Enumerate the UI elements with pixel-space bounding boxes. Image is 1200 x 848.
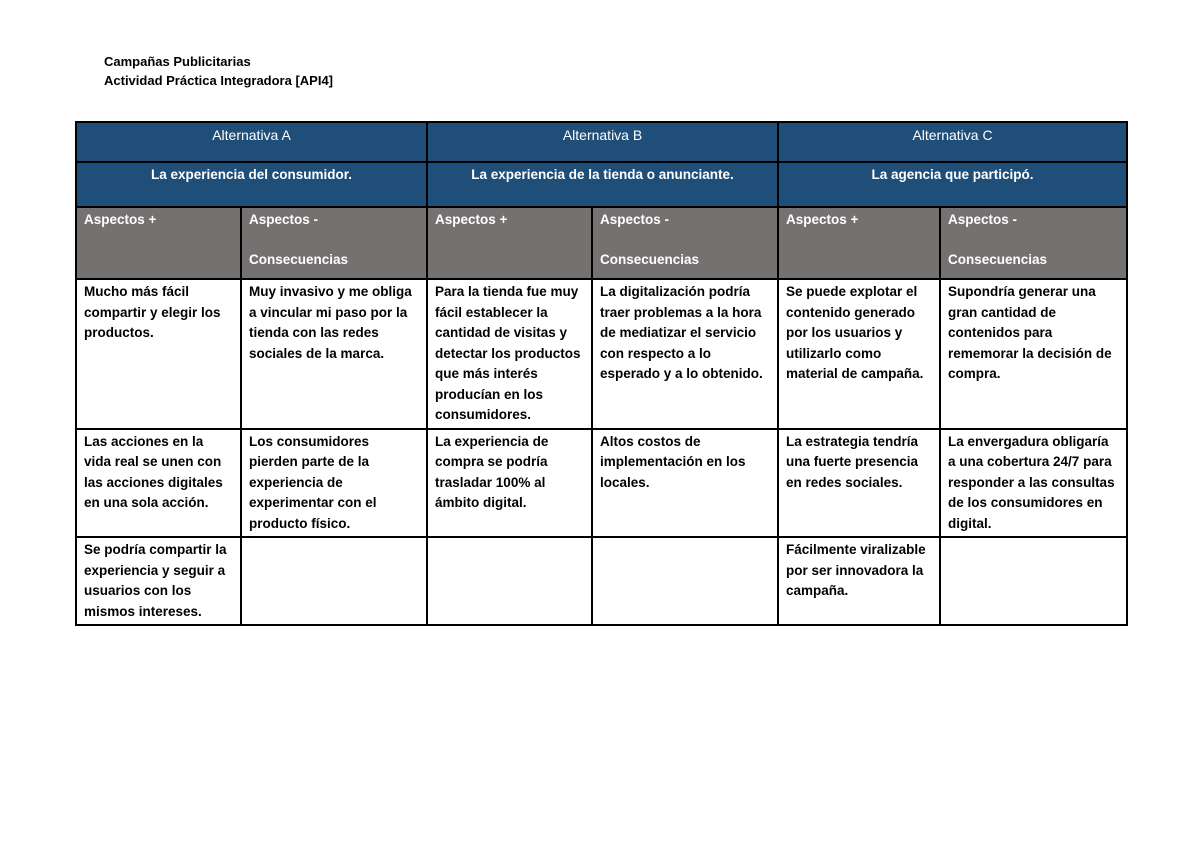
table-cell: Altos costos de implementación en los locales.	[592, 429, 778, 538]
alternative-a-header: Alternativa A	[76, 122, 427, 162]
table-row	[76, 429, 1127, 538]
alternative-a-description: La experiencia del consumidor.	[76, 162, 427, 207]
table-cell: Muy invasivo y me obliga a vincular mi paso por la tienda con las redes sociales de la marca.	[241, 279, 427, 429]
descriptions-row	[76, 162, 1127, 207]
alternative-c-description: La agencia que participó.	[778, 162, 1127, 207]
table-cell: Fácilmente viralizable por ser innovadora la campaña.	[778, 537, 940, 625]
aspects-plus-c	[778, 207, 940, 279]
table-cell: Se puede explotar el contenido generado por los usuarios y utilizarlo como material de campaña.	[778, 279, 940, 429]
activity-title: Actividad Práctica Integradora [API4]	[104, 73, 334, 88]
table-cell	[241, 537, 427, 625]
consequences-label: Consecuencias	[249, 251, 349, 267]
table-cell: Supondría generar una gran cantidad de contenidos para rememorar la decisión de compra.	[940, 279, 1127, 429]
aspects-plus-label: Aspectos +	[435, 212, 508, 227]
aspects-plus-label: Aspectos +	[786, 212, 859, 227]
table-cell: La estrategia tendría una fuerte presencia en redes sociales.	[778, 429, 940, 538]
aspects-minus-label: Aspectos -	[249, 212, 319, 227]
alternatives-table	[75, 121, 1128, 626]
alternatives-row	[76, 122, 1127, 162]
consequences-label: Consecuencias	[600, 251, 700, 267]
aspects-minus-label: Aspectos -	[600, 212, 670, 227]
table-row	[76, 537, 1127, 625]
aspects-minus-a	[241, 207, 427, 279]
alternative-c-header: Alternativa C	[778, 122, 1127, 162]
aspects-plus-label: Aspectos +	[84, 212, 157, 227]
table-cell: La experiencia de compra se podría trasladar 100% al ámbito digital.	[427, 429, 592, 538]
table-cell: Se podría compartir la experiencia y seguir a usuarios con los mismos intereses.	[76, 537, 241, 625]
alternative-b-header: Alternativa B	[427, 122, 778, 162]
table-cell: Los consumidores pierden parte de la experiencia de experimentar con el producto físico.	[241, 429, 427, 538]
table-cell: Mucho más fácil compartir y elegir los productos.	[76, 279, 241, 429]
aspects-plus-b	[427, 207, 592, 279]
course-title: Campañas Publicitarias	[104, 54, 251, 69]
table-cell: Las acciones en la vida real se unen con las acciones digitales en una sola acción.	[76, 429, 241, 538]
table-cell: La digitalización podría traer problemas a la hora de mediatizar el servicio con respecto a lo esperado y a lo obtenido.	[592, 279, 778, 429]
aspects-minus-c	[940, 207, 1127, 279]
alternative-b-description: La experiencia de la tienda o anunciante.	[427, 162, 778, 207]
aspects-minus-label: Aspectos -	[948, 212, 1018, 227]
table-cell: La envergadura obligaría a una cobertura 24/7 para responder a las consultas de los consumidores en digital.	[940, 429, 1127, 538]
document-header	[104, 52, 333, 90]
aspects-plus-a	[76, 207, 241, 279]
table-cell	[940, 537, 1127, 625]
table-cell	[427, 537, 592, 625]
table-row	[76, 279, 1127, 429]
table-cell	[592, 537, 778, 625]
aspects-row	[76, 207, 1127, 279]
consequences-label: Consecuencias	[948, 251, 1048, 267]
aspects-minus-b	[592, 207, 778, 279]
table-cell: Para la tienda fue muy fácil establecer la cantidad de visitas y detectar los productos que más interés producían en los consumidores.	[427, 279, 592, 429]
